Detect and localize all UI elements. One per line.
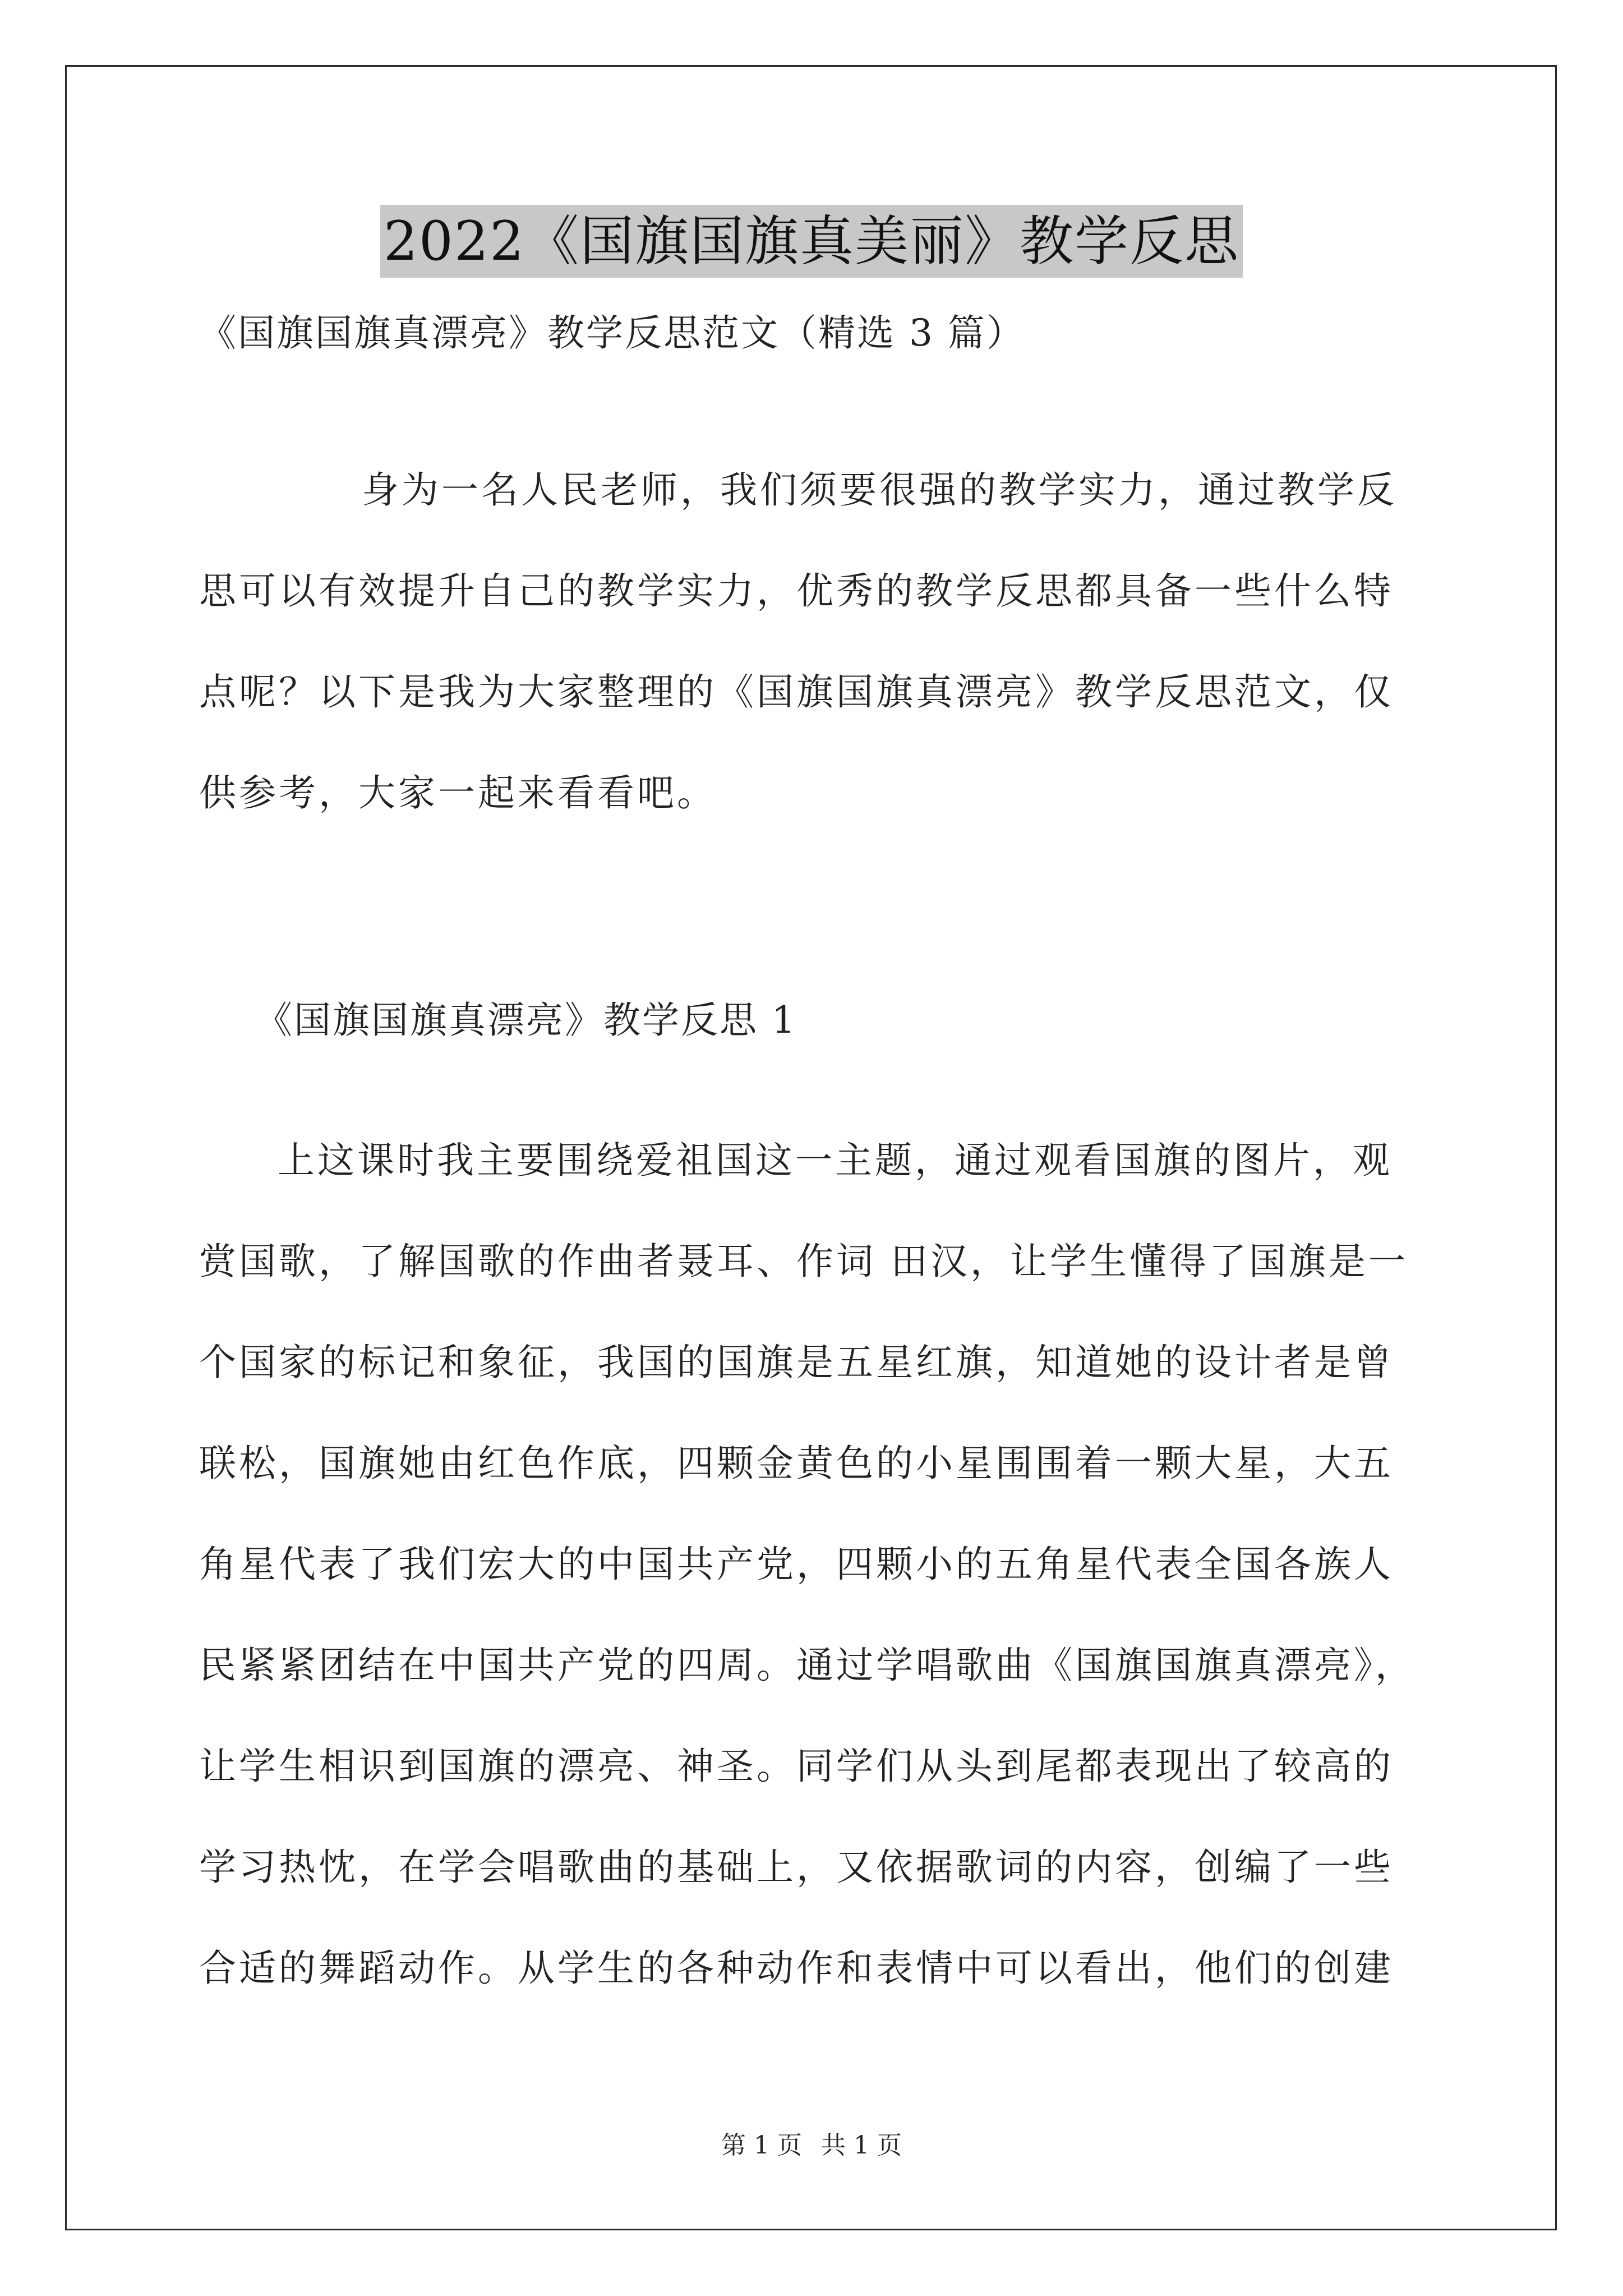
body-line: 上这课时我主要围绕爱祖国这一主题，通过观看国旗的图片，观 [278, 1139, 1393, 1182]
body-line: 角星代表了我们宏大的中国共产党，四颗小的五角星代表全国各族人 [199, 1543, 1394, 1586]
body-line: 联松，国旗她由红色作底，四颗金黄色的小星围围着一颗大星，大五 [199, 1442, 1394, 1485]
title-container [0, 205, 1623, 278]
intro-line: 供参考，大家一起来看看吧。 [199, 771, 717, 815]
body-line: 学习热忱，在学会唱歌曲的基础上，又依据歌词的内容，创编了一些 [199, 1846, 1394, 1889]
body-line: 民紧紧团结在中国共产党的四周。通过学唱歌曲《国旗国旗真漂亮》， [199, 1644, 1415, 1687]
body-line: 让学生相识到国旗的漂亮、神圣。同学们从头到尾都表现出了较高的 [199, 1745, 1394, 1788]
page-footer [0, 2129, 1623, 2162]
body-line: 个国家的标记和象征，我国的国旗是五星红旗，知道她的设计者是曾 [199, 1341, 1394, 1384]
document-title: 2022《国旗国旗真美丽》教学反思 [380, 205, 1243, 278]
intro-line: 思可以有效提升自己的教学实力，优秀的教学反思都具备一些什么特 [199, 569, 1394, 613]
intro-line: 身为一名人民老师，我们须要很强的教学实力，通过教学反 [362, 468, 1397, 512]
page-total: 共 1 页 [821, 2131, 902, 2160]
intro-line: 点呢？以下是我为大家整理的《国旗国旗真漂亮》教学反思范文，仅 [199, 670, 1394, 714]
document-subtitle: 《国旗国旗真漂亮》教学反思范文（精选 3 篇） [199, 311, 1025, 355]
body-line: 赏国歌，了解国歌的作曲者聂耳、作词 田汉，让学生懂得了国旗是一 [199, 1240, 1408, 1283]
section-heading: 《国旗国旗真漂亮》教学反思 1 [255, 999, 797, 1042]
body-line: 合适的舞蹈动作。从学生的各种动作和表情中可以看出，他们的创建 [199, 1947, 1394, 1990]
page-number: 第 1 页 [721, 2131, 802, 2160]
